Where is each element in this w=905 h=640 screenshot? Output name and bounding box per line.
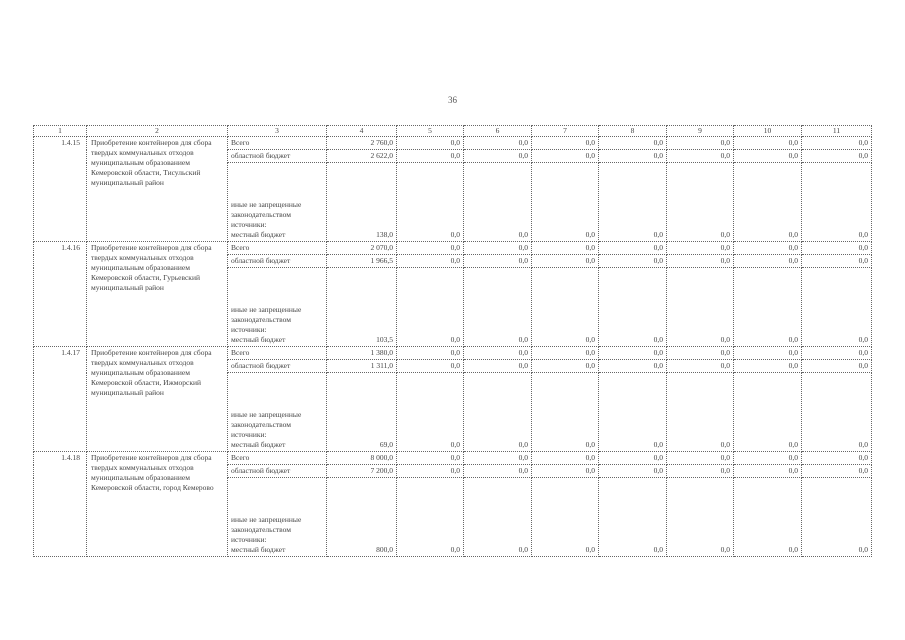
table-row	[34, 452, 872, 465]
value-cell: 0,0	[599, 373, 667, 452]
funding-source-sublabel: местный бюджет	[231, 230, 286, 239]
funding-source: Всего	[228, 137, 327, 150]
value-cell: 0,0	[667, 150, 734, 163]
funding-source: Всего	[228, 242, 327, 255]
value-cell: 0,0	[734, 163, 802, 242]
value-cell: 0,0	[532, 360, 599, 373]
value-cell: 0,0	[532, 163, 599, 242]
value-cell: 0,0	[397, 242, 464, 255]
value-cell: 0,0	[397, 137, 464, 150]
value-cell: 0,0	[532, 373, 599, 452]
value-cell: 0,0	[667, 255, 734, 268]
value-cell: 0,0	[599, 452, 667, 465]
value-cell: 0,0	[464, 465, 532, 478]
funding-source: областной бюджет	[228, 465, 327, 478]
value-cell: 0,0	[464, 360, 532, 373]
value-cell: 69,0	[327, 373, 397, 452]
value-cell: 0,0	[802, 137, 872, 150]
value-cell: 0,0	[802, 150, 872, 163]
item-name: Приобретение контейнеров для сбора твердых коммунальных отходов муниципальным образованием Кемеровской области, Ижморский муниципальный район	[87, 347, 228, 452]
funding-source-label: иные не запрещенные законодательством источники:	[231, 410, 302, 439]
value-cell: 1 380,0	[327, 347, 397, 360]
funding-source	[228, 373, 327, 452]
value-cell: 103,5	[327, 268, 397, 347]
funding-source-sublabel: местный бюджет	[231, 440, 286, 449]
table-row	[34, 347, 872, 360]
value-cell: 0,0	[464, 255, 532, 268]
item-name: Приобретение контейнеров для сбора твердых коммунальных отходов муниципальным образованием Кемеровской области, Гурьевский муниципальный район	[87, 242, 228, 347]
item-code: 1.4.18	[34, 452, 87, 557]
value-cell: 0,0	[599, 163, 667, 242]
value-cell: 0,0	[599, 150, 667, 163]
value-cell: 0,0	[734, 452, 802, 465]
value-cell: 0,0	[802, 163, 872, 242]
page-number: 36	[448, 95, 457, 105]
value-cell: 0,0	[802, 452, 872, 465]
value-cell: 0,0	[667, 242, 734, 255]
value-cell: 138,0	[327, 163, 397, 242]
value-cell: 0,0	[397, 150, 464, 163]
value-cell: 0,0	[532, 150, 599, 163]
value-cell: 0,0	[464, 373, 532, 452]
value-cell: 0,0	[667, 347, 734, 360]
value-cell: 0,0	[734, 465, 802, 478]
value-cell: 2 622,0	[327, 150, 397, 163]
value-cell: 800,0	[327, 478, 397, 557]
value-cell: 0,0	[734, 347, 802, 360]
header-cell: 11	[802, 126, 872, 137]
value-cell: 0,0	[397, 452, 464, 465]
value-cell: 0,0	[802, 268, 872, 347]
value-cell: 0,0	[532, 255, 599, 268]
value-cell: 2 760,0	[327, 137, 397, 150]
header-cell: 7	[532, 126, 599, 137]
value-cell: 0,0	[734, 373, 802, 452]
header-cell: 9	[667, 126, 734, 137]
value-cell: 0,0	[667, 465, 734, 478]
value-cell: 0,0	[532, 242, 599, 255]
value-cell: 0,0	[532, 268, 599, 347]
value-cell: 1 311,0	[327, 360, 397, 373]
funding-source-sublabel: местный бюджет	[231, 335, 286, 344]
value-cell: 0,0	[599, 268, 667, 347]
value-cell: 0,0	[464, 268, 532, 347]
value-cell: 0,0	[397, 163, 464, 242]
funding-source: областной бюджет	[228, 255, 327, 268]
value-cell: 0,0	[802, 478, 872, 557]
funding-source-label: иные не запрещенные законодательством источники:	[231, 515, 302, 544]
value-cell: 0,0	[599, 242, 667, 255]
table-row	[34, 137, 872, 150]
value-cell: 0,0	[397, 255, 464, 268]
funding-source: областной бюджет	[228, 360, 327, 373]
value-cell: 0,0	[667, 478, 734, 557]
header-cell: 6	[464, 126, 532, 137]
value-cell: 0,0	[532, 347, 599, 360]
value-cell: 0,0	[397, 347, 464, 360]
value-cell: 0,0	[397, 478, 464, 557]
header-cell: 2	[87, 126, 228, 137]
value-cell: 0,0	[397, 360, 464, 373]
funding-source: Всего	[228, 452, 327, 465]
value-cell: 0,0	[599, 347, 667, 360]
value-cell: 0,0	[599, 255, 667, 268]
funding-source-sublabel: местный бюджет	[231, 545, 286, 554]
value-cell: 0,0	[464, 163, 532, 242]
value-cell: 0,0	[532, 137, 599, 150]
item-code: 1.4.15	[34, 137, 87, 242]
header-row	[34, 126, 872, 137]
header-cell: 4	[327, 126, 397, 137]
value-cell: 2 070,0	[327, 242, 397, 255]
funding-source: Всего	[228, 347, 327, 360]
value-cell: 0,0	[734, 150, 802, 163]
funding-source	[228, 478, 327, 557]
value-cell: 0,0	[734, 478, 802, 557]
value-cell: 0,0	[667, 163, 734, 242]
value-cell: 0,0	[734, 360, 802, 373]
value-cell: 0,0	[464, 242, 532, 255]
value-cell: 0,0	[667, 268, 734, 347]
value-cell: 8 000,0	[327, 452, 397, 465]
budget-table	[33, 125, 872, 557]
value-cell: 0,0	[734, 242, 802, 255]
item-code: 1.4.17	[34, 347, 87, 452]
value-cell: 0,0	[464, 347, 532, 360]
funding-source	[228, 268, 327, 347]
value-cell: 0,0	[734, 137, 802, 150]
value-cell: 0,0	[397, 268, 464, 347]
header-cell: 5	[397, 126, 464, 137]
value-cell: 0,0	[599, 360, 667, 373]
header-cell: 3	[228, 126, 327, 137]
funding-source: областной бюджет	[228, 150, 327, 163]
value-cell: 1 966,5	[327, 255, 397, 268]
header-cell: 8	[599, 126, 667, 137]
value-cell: 7 200,0	[327, 465, 397, 478]
value-cell: 0,0	[667, 452, 734, 465]
value-cell: 0,0	[532, 478, 599, 557]
value-cell: 0,0	[397, 465, 464, 478]
value-cell: 0,0	[802, 373, 872, 452]
item-code: 1.4.16	[34, 242, 87, 347]
value-cell: 0,0	[464, 150, 532, 163]
header-cell: 10	[734, 126, 802, 137]
value-cell: 0,0	[464, 137, 532, 150]
value-cell: 0,0	[667, 137, 734, 150]
value-cell: 0,0	[802, 360, 872, 373]
value-cell: 0,0	[734, 255, 802, 268]
value-cell: 0,0	[802, 242, 872, 255]
table-body	[34, 126, 872, 557]
funding-source-label: иные не запрещенные законодательством источники:	[231, 200, 302, 229]
table-row	[34, 242, 872, 255]
value-cell: 0,0	[599, 137, 667, 150]
value-cell: 0,0	[802, 465, 872, 478]
value-cell: 0,0	[532, 465, 599, 478]
header-cell: 1	[34, 126, 87, 137]
value-cell: 0,0	[464, 452, 532, 465]
value-cell: 0,0	[734, 268, 802, 347]
value-cell: 0,0	[397, 373, 464, 452]
value-cell: 0,0	[599, 478, 667, 557]
value-cell: 0,0	[532, 452, 599, 465]
item-name: Приобретение контейнеров для сбора твердых коммунальных отходов муниципальным образованием Кемеровской области, Тисульский муниципальный район	[87, 137, 228, 242]
value-cell: 0,0	[802, 255, 872, 268]
item-name: Приобретение контейнеров для сбора твердых коммунальных отходов муниципальным образованием Кемеровской области, город Кемерово	[87, 452, 228, 557]
value-cell: 0,0	[667, 360, 734, 373]
funding-source	[228, 163, 327, 242]
funding-source-label: иные не запрещенные законодательством источники:	[231, 305, 302, 334]
value-cell: 0,0	[802, 347, 872, 360]
value-cell: 0,0	[464, 478, 532, 557]
value-cell: 0,0	[599, 465, 667, 478]
value-cell: 0,0	[667, 373, 734, 452]
